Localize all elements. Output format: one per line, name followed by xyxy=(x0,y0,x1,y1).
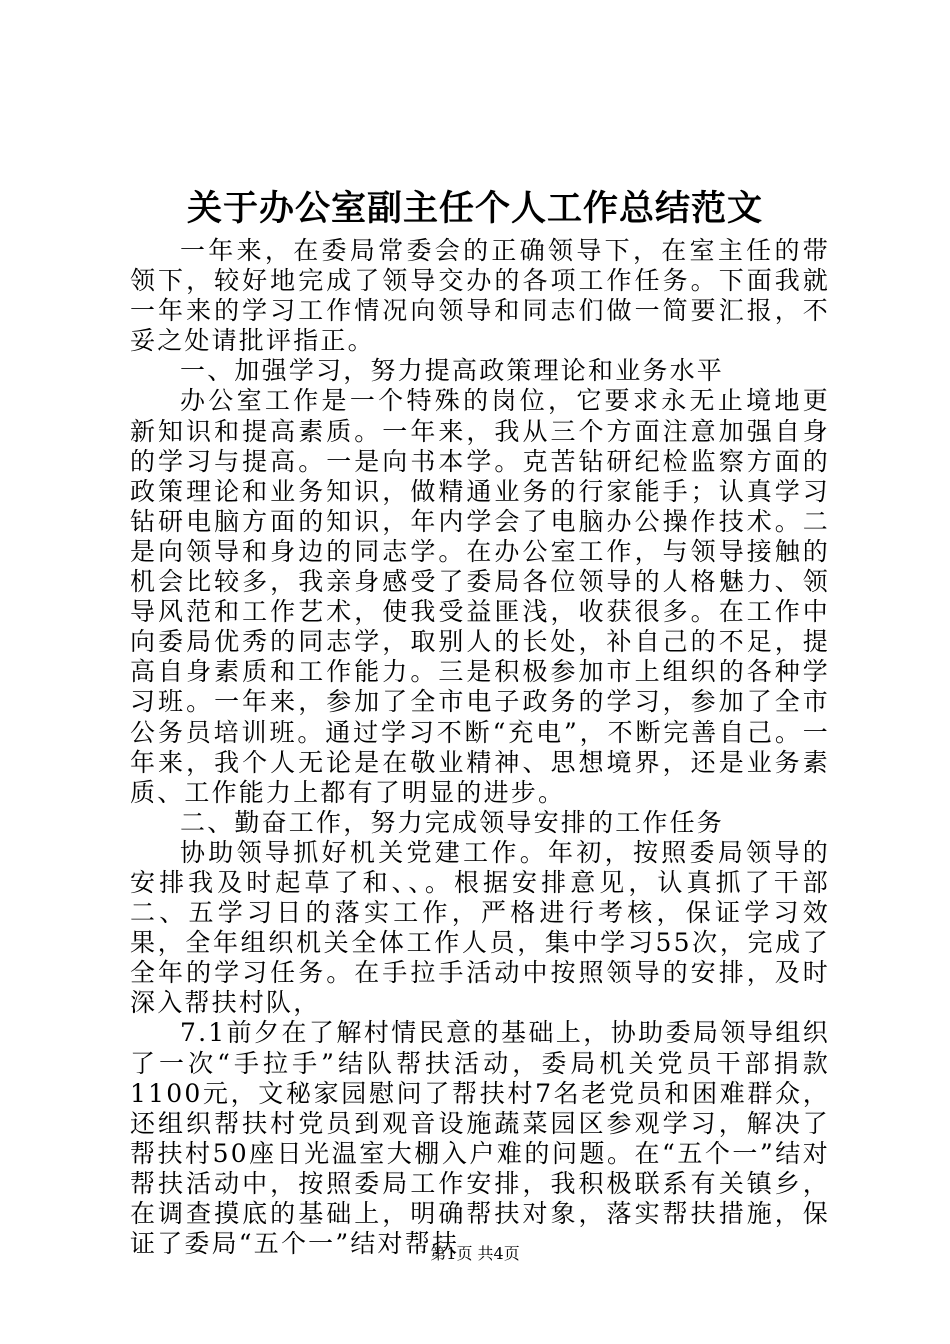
page-footer: 第1页 共4页 xyxy=(430,1244,520,1263)
section-heading-2: 二、勤奋工作，努力完成领导安排的工作任务 xyxy=(180,807,725,837)
paragraph-party-building: 协助领导抓好机关党建工作。年初，按照委局领导的安排我及时起草了和、、。根据安排意见，认真抓了干部二、五学习日的落实工作，严格进行考核，保证学习效果，全年组织机关全体工作人员，集中学习55次，完成了全年的学习任务。在手拉手活动中按照领导的安排，及时深入帮扶村队， xyxy=(130,837,830,1018)
paragraph-study: 办公室工作是一个特殊的岗位，它要求永无止境地更新知识和提高素质。一年来，我从三个方面注意加强自身的学习与提高。一是向书本学。克苦钻研纪检监察方面的政策理论和业务知识，做精通业务的行家能手；认真学习钻研电脑方面的知识，年内学会了电脑办公操作技术。二是向领导和身边的同志学。在办公室工作，与领导接触的机会比较多，我亲身感受了委局各位领导的人格魅力、领导风范和工作艺术，使我受益匪浅，收获很多。在工作中向委局优秀的同志学，取别人的长处，补自己的不足，提高自身素质和工作能力。三是积极参加市上组织的各种学习班。一年来，参加了全市电子政务的学习，参加了全市公务员培训班。通过学习不断“充电”，不断完善自己。一年来，我个人无论是在敬业精神、思想境界，还是业务素质、工作能力上都有了明显的进步。 xyxy=(130,386,830,807)
document-body xyxy=(130,236,830,1259)
section-heading-1: 一、加强学习，努力提高政策理论和业务水平 xyxy=(180,356,725,386)
document-title: 关于办公室副主任个人工作总结范文 xyxy=(186,188,763,229)
paragraph-intro: 一年来，在委局常委会的正确领导下，在室主任的带领下，较好地完成了领导交办的各项工作任务。下面我就一年来的学习工作情况向领导和同志们做一简要汇报，不妥之处请批评指正。 xyxy=(130,236,830,356)
paragraph-assistance: 7.1前夕在了解村情民意的基础上，协助委局领导组织了一次“手拉手”结队帮扶活动，委局机关党员干部捐款1100元，文秘家园慰问了帮扶村7名老党员和困难群众，还组织帮扶村党员到观音设施蔬菜园区参观学习，解决了帮扶村50座日光温室大棚入户难的问题。在“五个一”结对帮扶活动中，按照委局工作安排，我积极联系有关镇乡，在调查摸底的基础上，明确帮扶对象，落实帮扶措施，保证了委局“五个一”结对帮扶 xyxy=(130,1018,830,1259)
